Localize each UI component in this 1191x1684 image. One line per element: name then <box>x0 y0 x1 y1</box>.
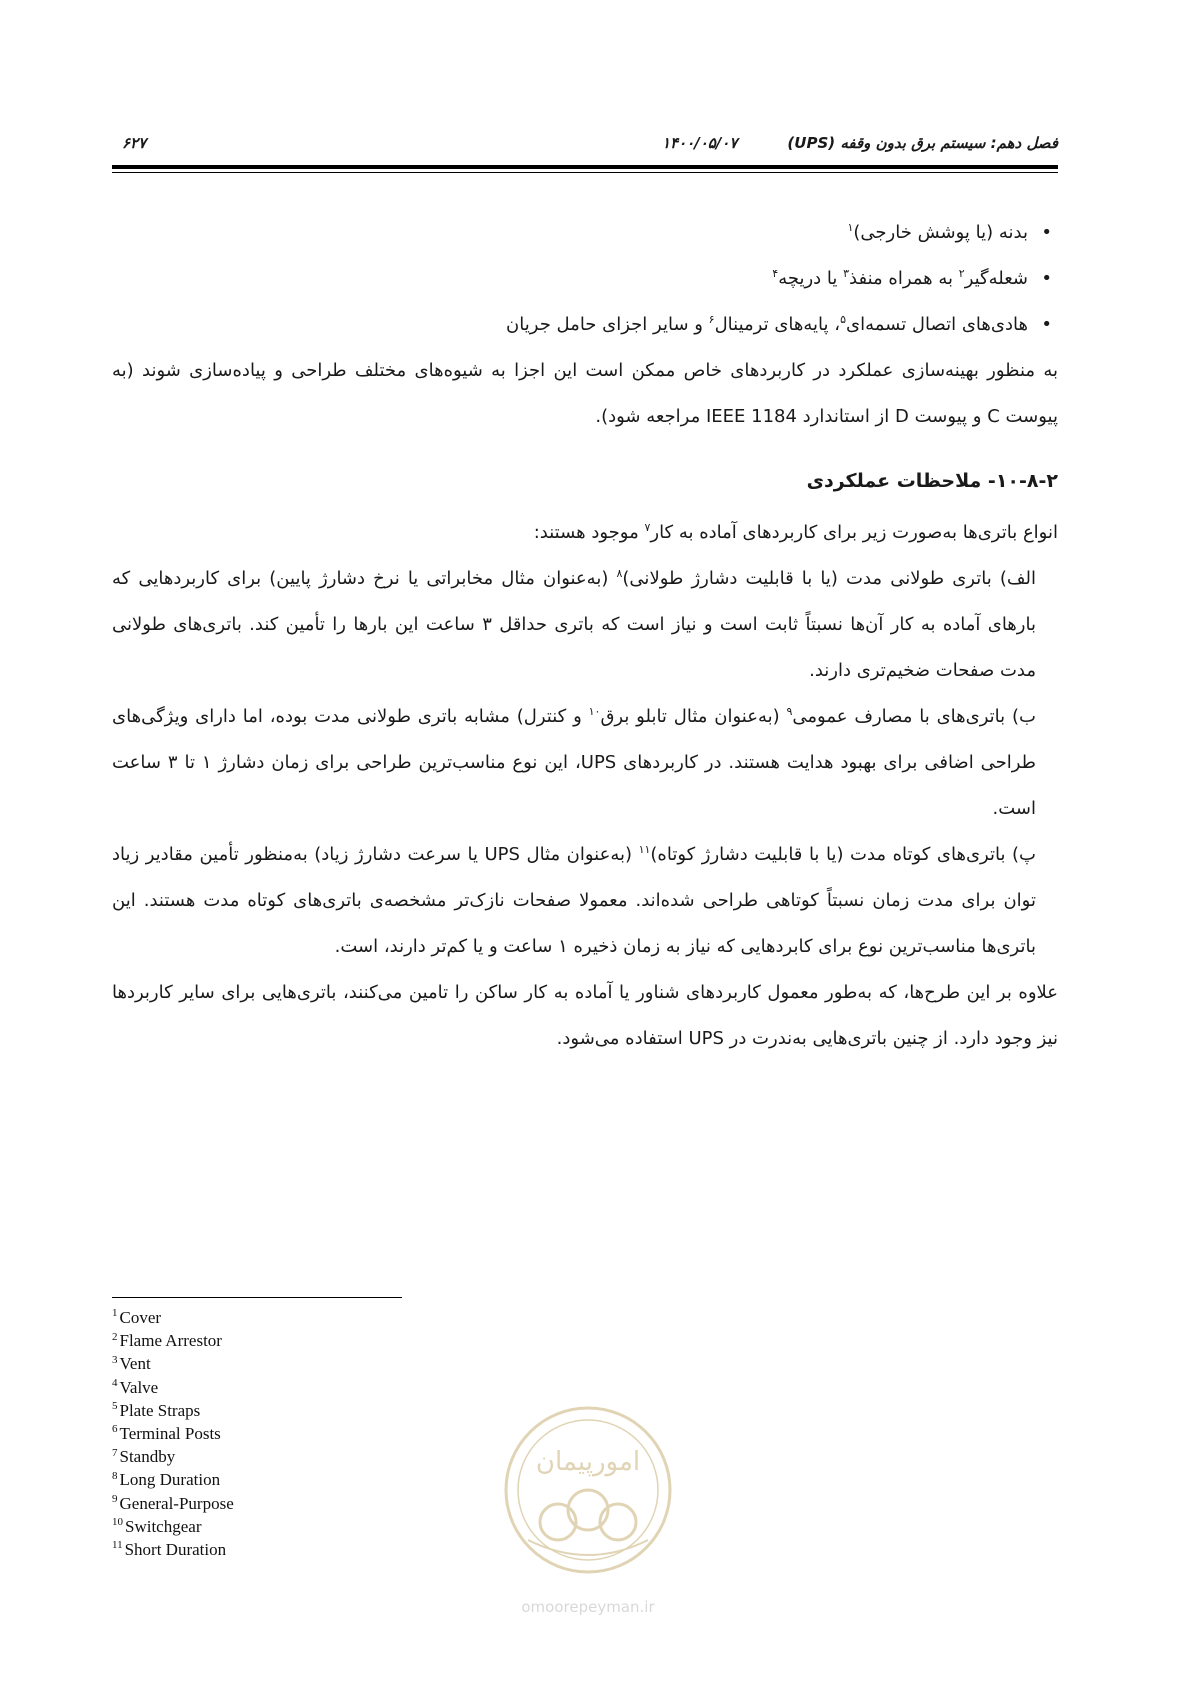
footnote-item: $^9$ General-Purpose <box>112 1492 234 1513</box>
footnote-item: $^2$ Flame Arrestor <box>112 1330 222 1351</box>
page-number: ۶۲۷ <box>122 134 147 152</box>
paragraph-closing: علاوه بر این طرح‌ها، که به‌طور معمول کاربردهای شناور یا آماده به کار ساکن را تامین می‌کنند، باتری‌هایی برای سایر کاربردها نیز وجود دارد. از چنین باتری‌هایی به‌ندرت در UPS استفاده می‌شود. <box>112 982 1058 1049</box>
intro-line: انواع باتری‌ها به‌صورت زیر برای کاربردهای آماده به کار$^۷$ موجود هستند: <box>533 521 1058 543</box>
footnote-item: $^5$ Plate Straps <box>112 1400 201 1420</box>
section-heading: ۱۰-۸-۲- ملاحظات عملکردی <box>806 470 1058 492</box>
footnote-item: $^7$ Standby <box>112 1446 176 1467</box>
item-general-purpose: ب) باتری‌های با مصارف عمومی$^۹$ (به‌عنوان مثال تابلو برق$^{۱۰}$ و کنترل) مشابه باتری طولانی مدت بوده، اما دارای ویژگی‌های طراحی اضافی برای بهبود هدایت هستند. در کاربردهای UPS، این نوع مناسب‌ترین طراحی برای زمان دشارژ ۱ تا ۳ ساعت است. <box>112 705 1037 819</box>
watermark-logo-text: امورپیمان <box>535 1447 641 1477</box>
list-item: • بدنه (یا پوشش خارجی)$^۱$ <box>112 210 1038 256</box>
footnote-item: $^3$ Vent <box>112 1353 151 1374</box>
list-item: • هادی‌های اتصال تسمه‌ای$^۵$، پایه‌های ترمینال$^۶$ و سایر اجزای حامل جریان <box>112 302 1038 348</box>
item-long-duration: الف) باتری طولانی مدت (یا با قابلیت دشارژ طولانی)$^۸$ (به‌عنوان مثال مخابراتی یا نرخ دشارژ پایین) برای کاربردهایی که بارهای آماده به کار آن‌ها نسبتاً ثابت است و نیاز است که باتری حداقل ۳ ساعت این بارها را تأمین کند. باتری‌های طولانی مدت صفحات ضخیم‌تری دارند. <box>112 567 1036 681</box>
main-content <box>112 210 1058 1062</box>
watermark-site: omoorepeyman.ir <box>521 1598 655 1616</box>
header-rule-thin <box>112 172 1058 173</box>
footnote-item: $^6$ Terminal Posts <box>112 1423 221 1444</box>
header-rule-thick <box>112 165 1058 169</box>
chapter-title: فصل دهم: سیستم برق بدون وقفه (UPS) <box>787 134 1058 152</box>
footnote-rule <box>112 1297 402 1298</box>
footnotes <box>112 1306 234 1561</box>
footnote-item: $^8$ Long Duration <box>112 1469 221 1490</box>
footnote-item: $^4$ Valve <box>112 1376 159 1397</box>
item-short-duration: پ) باتری‌های کوتاه مدت (یا با قابلیت دشارژ کوتاه)$^{۱۱}$ (به‌عنوان مثال UPS یا سرعت دشارژ زیاد) به‌منظور تأمین مقادیر زیاد توان برای مدت زمان نسبتاً کوتاهی طراحی شده‌اند. معمولا صفحات نازک‌تر مشخصه‌ی باتری‌های کوتاه مدت هستند. این باتری‌ها مناسب‌ترین نوع برای کابردهایی که نیاز به زمان ذخیره ۱ ساعت و یا کم‌تر دارند، است. <box>112 843 1036 957</box>
list-item: • شعله‌گیر$^۲$ به همراه منفذ$^۳$ یا دریچه$^۴$ <box>112 256 1038 302</box>
header-date: ۱۴۰۰/۰۵/۰۷ <box>662 134 738 152</box>
footnote-item: $^{11}$ Short Duration <box>112 1539 227 1560</box>
footnote-item: $^1$ Cover <box>112 1307 162 1327</box>
page-header <box>112 134 1058 158</box>
watermark-logo <box>488 1390 688 1630</box>
footnote-item: $^{10}$ Switchgear <box>112 1516 202 1536</box>
component-list <box>112 210 1058 348</box>
paragraph-optimization: به منظور بهینه‌سازی عملکرد در کاربردهای خاص ممکن است این اجزا به شیوه‌های مختلف طراحی و پیاده‌سازی شوند (به پیوست C و پیوست D از استاندارد IEEE 1184 مراجعه شود). <box>112 360 1058 427</box>
